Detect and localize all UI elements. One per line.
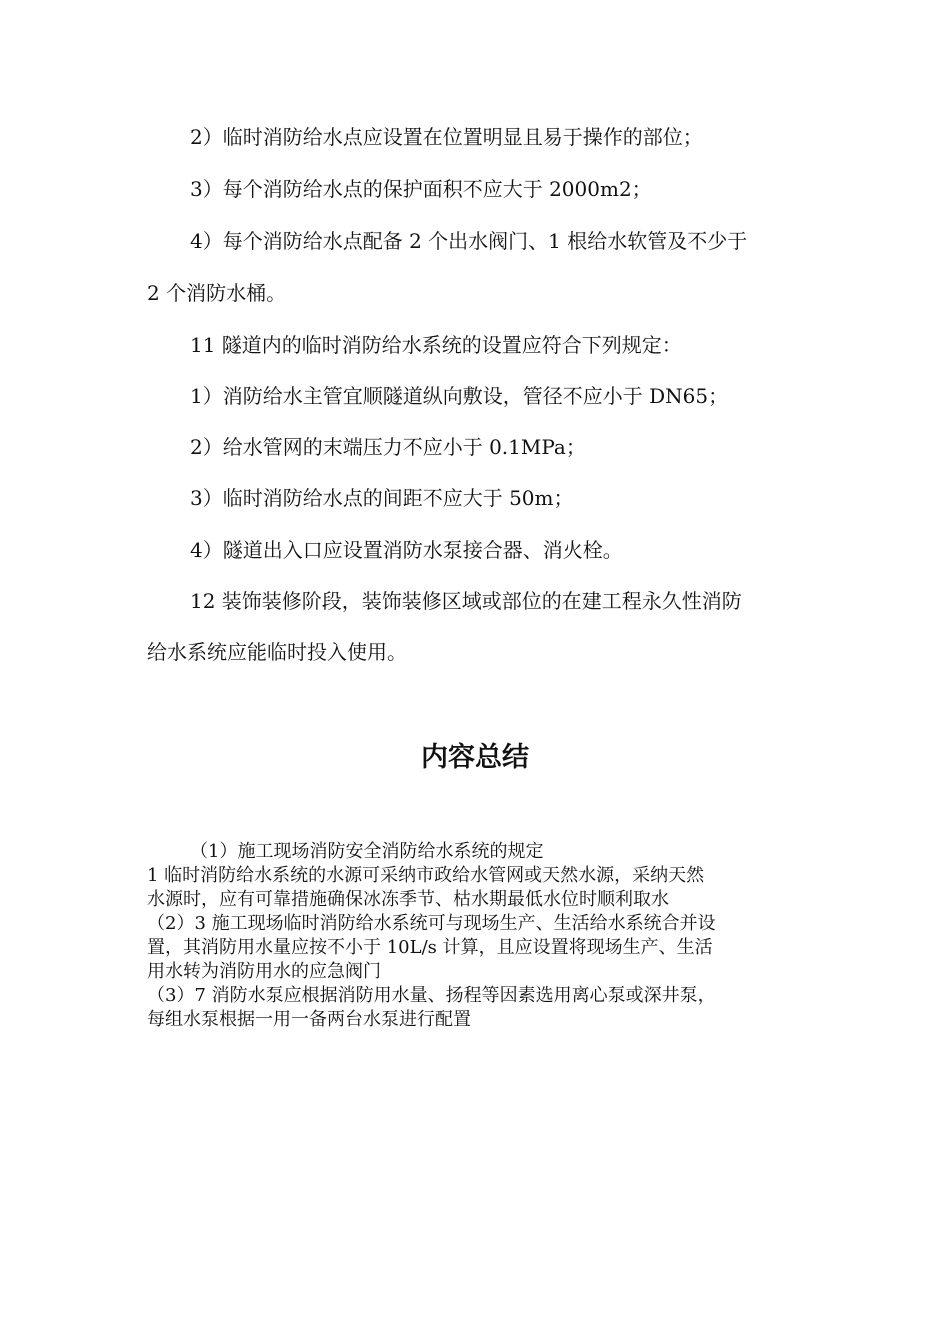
body-line: 2 个消防水桶。 [147, 281, 287, 305]
summary-line: （3）7 消防水泵应根据消防用水量、扬程等因素选用离心泵或深井泵， [147, 985, 716, 1006]
summary-line: 每组水泵根据一用一备两台水泵进行配置 [147, 1009, 471, 1030]
summary-line: 1 临时消防给水系统的水源可采纳市政给水管网或天然水源，采纳天然 [147, 865, 705, 886]
summary-line: 用水转为消防用水的应急阀门 [147, 961, 381, 982]
body-line: 3）每个消防给水点的保护面积不应大于 2000m2； [190, 177, 652, 201]
body-line: 1）消防给水主管宜顺隧道纵向敷设，管径不应小于 DN65； [190, 384, 729, 408]
body-line: 12 装饰装修阶段，装饰装修区域或部位的在建工程永久性消防 [190, 589, 742, 613]
summary-line: 水源时，应有可靠措施确保冰冻季节、枯水期最低水位时顺利取水 [147, 889, 669, 910]
body-line: 给水系统应能临时投入使用。 [147, 640, 407, 664]
body-line: 4）每个消防给水点配备 2 个出水阀门、1 根给水软管及不少于 [190, 229, 748, 253]
body-line: 3）临时消防给水点的间距不应大于 50m； [190, 486, 574, 510]
body-line: 2）临时消防给水点应设置在位置明显且易于操作的部位； [190, 125, 703, 149]
summary-line: 置，其消防用水量应按不小于 10L/s 计算，且应设置将现场生产、生活 [147, 937, 713, 958]
body-line: 4）隧道出入口应设置消防水泵接合器、消火栓。 [190, 538, 623, 562]
summary-line: （1）施工现场消防安全消防给水系统的规定 [190, 841, 544, 862]
summary-title: 内容总结 [421, 742, 529, 773]
body-line: 2）给水管网的末端压力不应小于 0.1MPa； [190, 435, 586, 459]
summary-line: （2）3 施工现场临时消防给水系统可与现场生产、生活给水系统合并设 [147, 913, 716, 934]
body-line: 11 隧道内的临时消防给水系统的设置应符合下列规定： [190, 333, 682, 357]
